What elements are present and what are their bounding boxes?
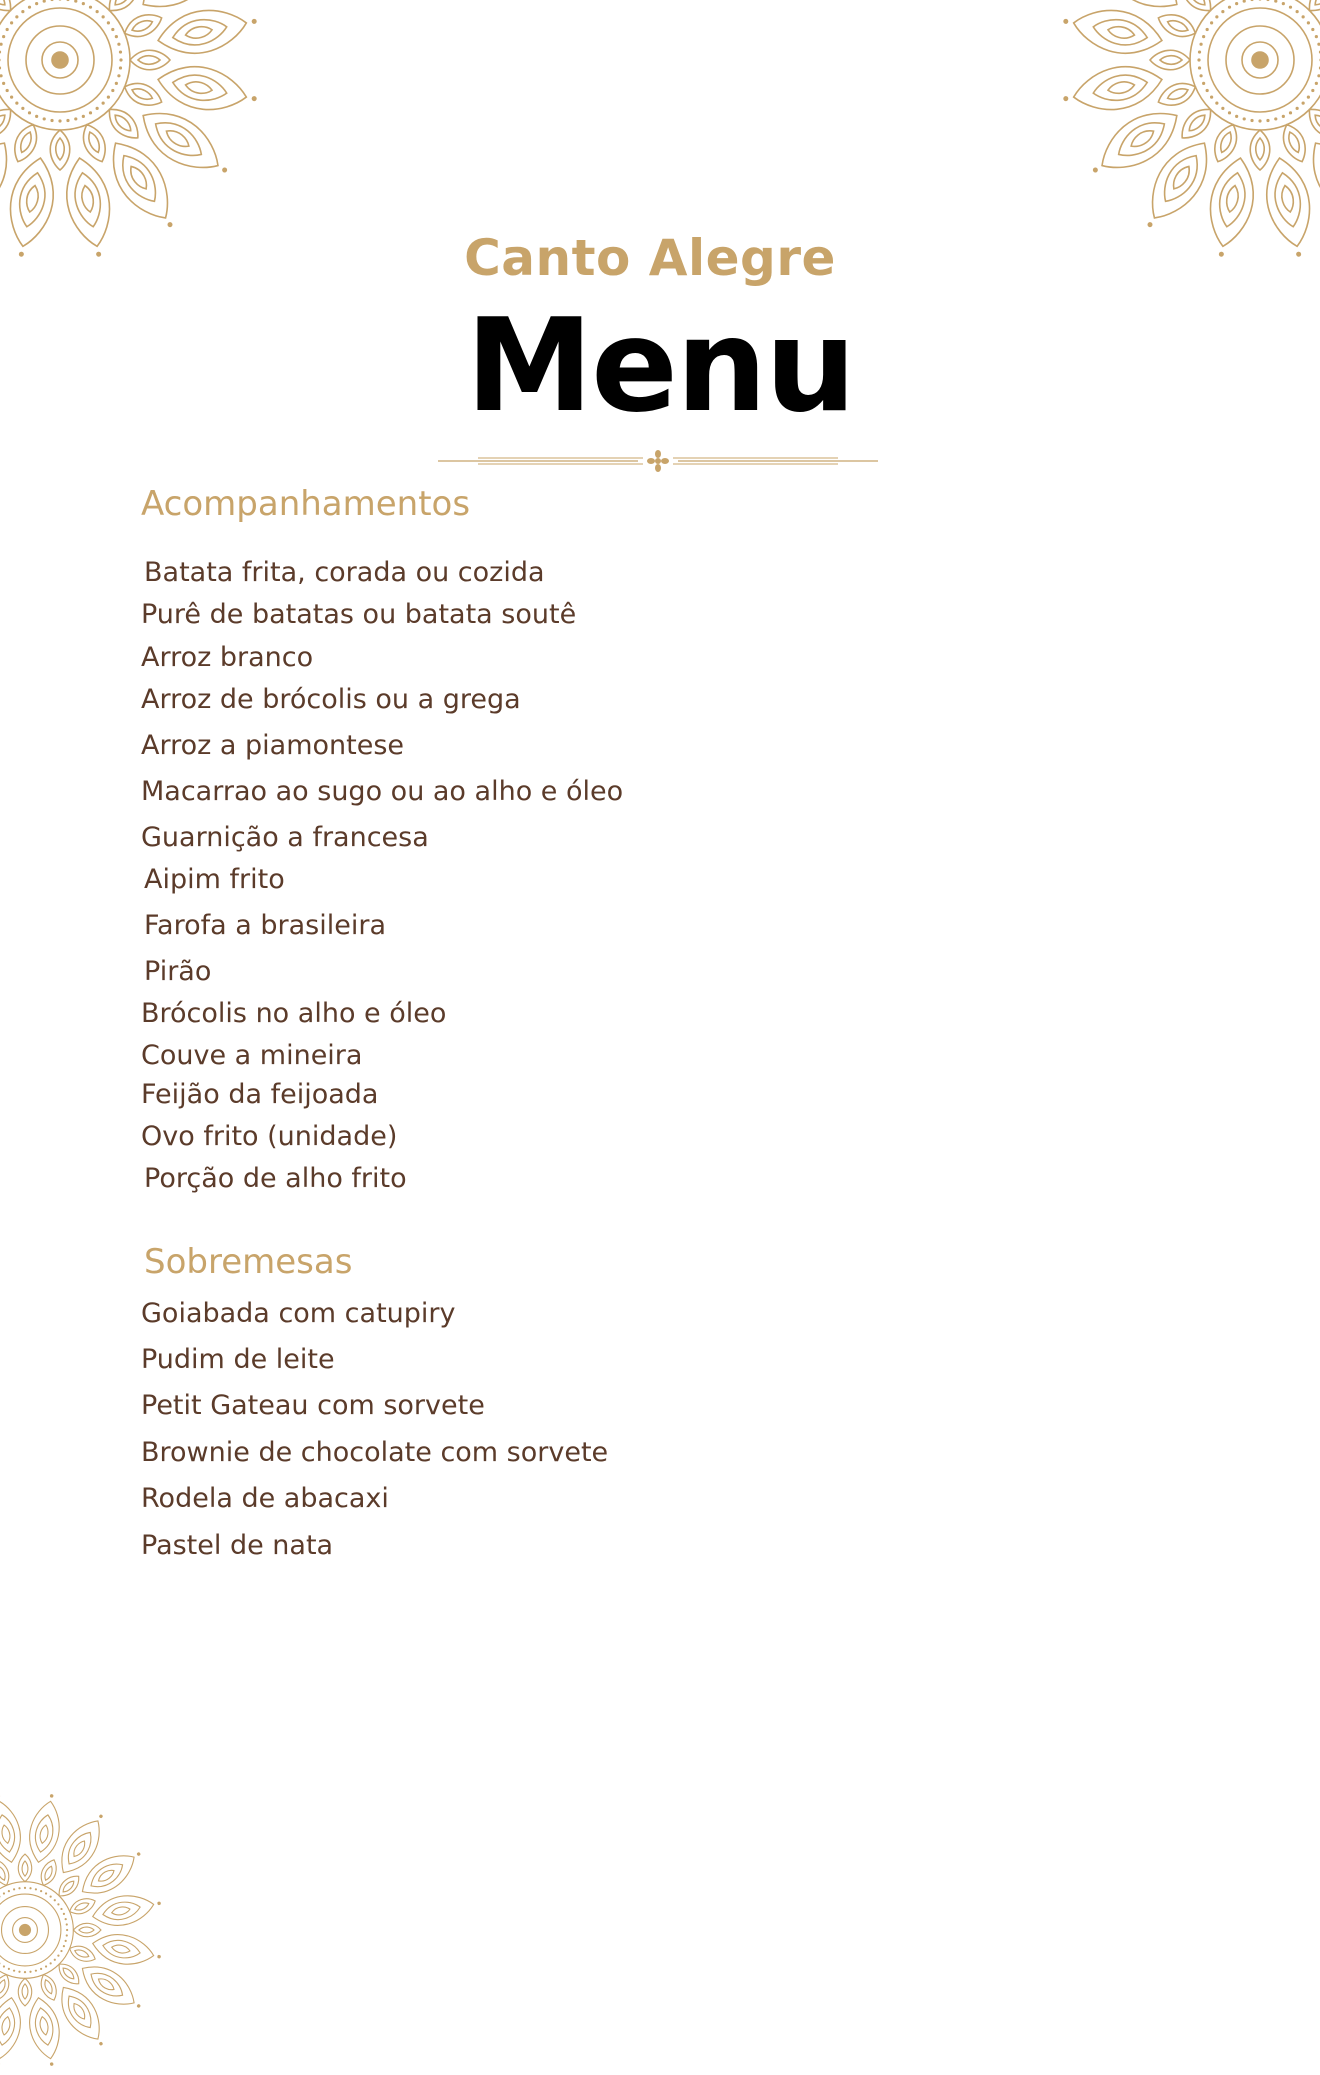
page-title: Menu	[0, 292, 1320, 442]
menu-item: Arroz de brócolis ou a grega	[141, 683, 521, 717]
menu-item: Feijão da feijoada	[141, 1078, 378, 1112]
menu-item: Ovo frito (unidade)	[141, 1120, 397, 1154]
ornamental-divider	[438, 450, 878, 472]
menu-item: Brócolis no alho e óleo	[141, 997, 446, 1031]
menu-item: Pirão	[144, 955, 211, 989]
menu-item: Macarrao ao sugo ou ao alho e óleo	[141, 775, 623, 809]
menu-item: Goiabada com catupiry	[141, 1297, 456, 1331]
menu-item: Pastel de nata	[141, 1529, 333, 1563]
menu-item: Petit Gateau com sorvete	[141, 1389, 485, 1423]
menu-item: Aipim frito	[144, 863, 285, 897]
menu-item: Farofa a brasileira	[144, 909, 386, 943]
section-title-acompanhamentos: Acompanhamentos	[141, 484, 470, 524]
menu-item: Batata frita, corada ou cozida	[144, 556, 545, 590]
menu-item: Arroz a piamontese	[141, 729, 404, 763]
menu-item: Purê de batatas ou batata soutê	[141, 598, 576, 632]
mandala-ornament-bottom-left	[0, 1785, 170, 2075]
menu-item: Guarnição a francesa	[141, 821, 429, 855]
menu-item: Brownie de chocolate com sorvete	[141, 1436, 608, 1470]
mandala-graphic	[0, 1785, 170, 2075]
section-title-sobremesas: Sobremesas	[144, 1242, 352, 1282]
menu-item: Pudim de leite	[141, 1343, 335, 1377]
menu-item: Couve a mineira	[141, 1039, 362, 1073]
menu-item: Arroz branco	[141, 641, 313, 675]
menu-item: Rodela de abacaxi	[141, 1482, 389, 1516]
menu-item: Porção de alho frito	[144, 1162, 407, 1196]
restaurant-name: Canto Alegre	[0, 228, 1300, 288]
